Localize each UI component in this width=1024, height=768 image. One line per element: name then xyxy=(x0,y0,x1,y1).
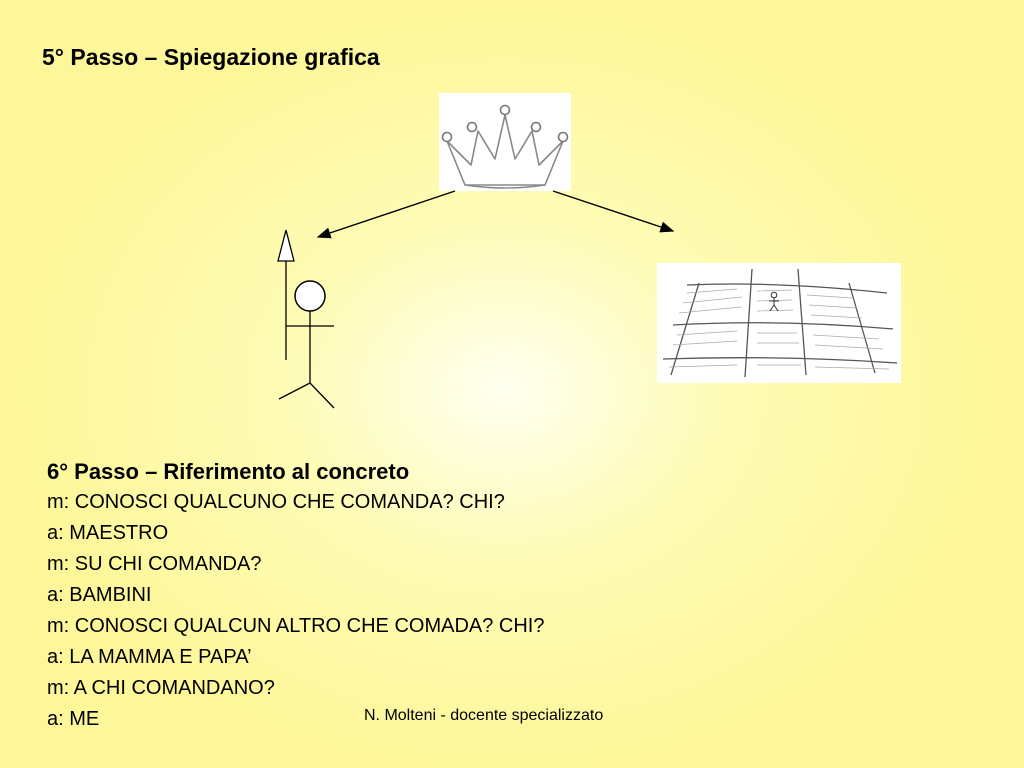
step6-title: 6° Passo – Riferimento al concreto xyxy=(47,459,410,484)
dialogue-line: a: MAESTRO xyxy=(47,522,169,544)
dialogue-line: a: ME xyxy=(47,708,100,730)
tiled-field-with-child-icon xyxy=(657,263,901,383)
dialogue-line: a: BAMBINI xyxy=(47,584,152,606)
dialogue-line: m: SU CHI COMANDA? xyxy=(47,553,262,575)
dialogue-line: a: LA MAMMA E PAPA’ xyxy=(47,646,252,668)
stick-figure-with-spear-icon xyxy=(270,225,350,415)
arrow-right xyxy=(553,191,673,231)
dialogue-line: m: A CHI COMANDANO? xyxy=(47,677,275,699)
footer-credit: N. Molteni - docente specializzato xyxy=(364,707,604,724)
step5-title: 5° Passo – Spiegazione grafica xyxy=(42,44,380,70)
dialogue-block xyxy=(47,457,544,735)
dialogue-line: m: CONOSCI QUALCUN ALTRO CHE COMADA? CHI? xyxy=(47,615,545,637)
dialogue-line: m: CONOSCI QUALCUNO CHE COMANDA? CHI? xyxy=(47,491,505,513)
